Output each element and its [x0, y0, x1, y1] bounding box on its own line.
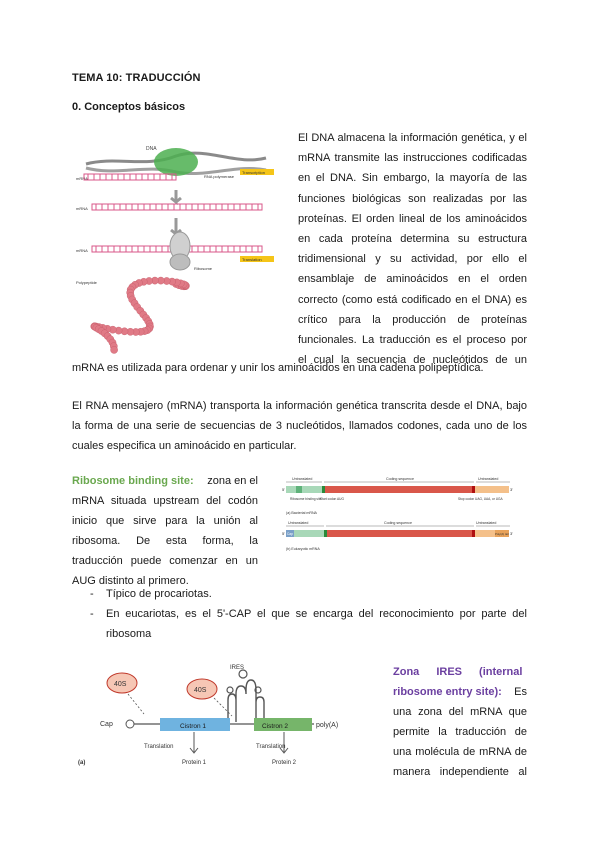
fig3-cap: Cap: [100, 721, 113, 728]
section-heading: 0. Conceptos básicos: [72, 101, 186, 113]
rna-polymerase-shape: [154, 148, 198, 176]
fig2-b-coding: Coding sequence: [384, 521, 412, 525]
intro-line: proteínas. El orden lineal de los aminoácidos: [298, 212, 527, 225]
mrna-ticks-1: [88, 174, 172, 180]
intro-wrapped-text: [298, 128, 527, 370]
intro-line: El DNA almacena la información genética, y el: [298, 132, 527, 144]
intro-last-line: mRNA es utilizada para ordenar y unir los aminoácidos en una cadena polipeptídica.: [72, 362, 484, 374]
ires-line: una zona del mRNA que: [393, 706, 527, 718]
rbs-line: ribosoma. De esta forma, la: [72, 535, 258, 547]
intro-line: en el DNA. Sin embargo, la mayoría de las: [298, 172, 527, 185]
ires-term-line-2: ribosome entry site):: [393, 686, 502, 698]
fig3-polya: poly(A): [316, 722, 339, 729]
fig2-a-caption: (a) Bacterial mRNA: [286, 511, 317, 515]
fig2-b-start-codon: [324, 530, 327, 537]
ires-line: permite la traducción de: [393, 726, 527, 738]
fig3-subunit-right: 40S: [194, 687, 207, 694]
rbs-term: Ribosome binding site: [72, 475, 190, 487]
fig1-polypeptide-label: Polypeptide: [76, 280, 97, 285]
ires-term-line-1: [393, 662, 527, 682]
fig3-protein1: Protein 1: [182, 760, 207, 766]
fig1-dna-label: DNA: [146, 146, 157, 152]
fig1-transcription-tag: Transcription: [242, 170, 265, 175]
fig2-a-untranslated-right: Untranslated: [478, 477, 499, 481]
ires-tail-line-2: Es: [514, 686, 527, 698]
fig3-translation1: Translation: [144, 744, 174, 750]
rbs-line: mRNA situada upstream del codón: [72, 495, 258, 507]
ires-stem-loops: [228, 680, 264, 722]
fig3-panel: (a): [78, 760, 86, 766]
fig3-cistron2: Cistron 2: [262, 723, 289, 730]
fig3-ires-label: IRES: [230, 665, 245, 671]
fig1-mrna-label-1: mRNA: [76, 176, 88, 181]
fig2-b-coding-block: [327, 530, 475, 537]
fig2-a-start-label: Start codon AUG: [320, 497, 344, 501]
fig2-a-rbs-block: [296, 486, 302, 493]
ires-paragraph: [393, 662, 527, 782]
ires-loop-top: [239, 670, 247, 678]
rbs-line-0: zona en el: [207, 475, 258, 487]
fig2-b-five: 5': [282, 531, 285, 536]
fig2-a-coding-block: [325, 486, 475, 493]
intro-line: tridimensional y su actividad, por ello el: [298, 253, 527, 266]
list-item: - Típico de procariotas.: [72, 584, 527, 604]
intro-line: ensamblaje de aminoácidos en el orden: [298, 273, 527, 286]
fig2-a-utr-left: [286, 486, 324, 493]
fig2-a-untranslated-left: Untranslated: [292, 477, 313, 481]
fig1-mrna-label-2: mRNA: [76, 206, 88, 211]
fig2-b-polya: Poly(A) tail: [495, 532, 509, 536]
fig1-ribosome-label: Ribosome: [194, 266, 213, 271]
intro-line: el cual la secuencia de nucleótidos de un: [298, 354, 527, 367]
rbs-last-line: AUG distinto al primero.: [72, 575, 189, 587]
intro-line: funciones biológicas son realizadas por las: [298, 192, 527, 205]
rbs-bullet-list: [72, 584, 527, 644]
fig3-translation2: Translation: [256, 744, 286, 750]
fig2-a-stop-codon: [472, 486, 475, 493]
intro-line: funcionales. La traducción es el proceso por: [298, 334, 527, 347]
fig2-a-five: 5': [282, 487, 285, 492]
arrow-down-1: [171, 190, 181, 202]
fig3-subunit-left: 40S: [114, 681, 127, 688]
fig1-mrna-label-3: mRNA: [76, 248, 88, 253]
fig2-a-utr-right: [475, 486, 509, 493]
cap-shape: [126, 720, 134, 728]
mrna-strand-2: [92, 204, 262, 210]
fig3-protein2: Protein 2: [272, 760, 297, 766]
intro-line: correcto (como está codificado en el DNA) es: [298, 293, 527, 306]
fig1-polymerase-label: RNA polymerase: [204, 174, 235, 179]
transcription-translation-figure: [76, 138, 282, 372]
fig2-a-stop-label: Stop codon UAG, UAA, or UGA: [458, 497, 503, 501]
rbs-line: inicio que sirve para la unión al: [72, 515, 258, 527]
intro-line: mRNA transmite las instrucciones codificadas: [298, 152, 527, 165]
fig2-b-untranslated-right: Untranslated: [476, 521, 497, 525]
fig2-b-three: 3': [510, 531, 513, 536]
fig2-b-caption: (b) Eukaryotic mRNA: [286, 547, 320, 551]
fig3-cistron1: Cistron 1: [180, 723, 207, 730]
ires-term-line-1-text: Zona IRES (internal: [393, 666, 523, 678]
fig1-translation-tag: Translation: [242, 257, 262, 262]
fig3-dashed-arrow-left: [128, 694, 144, 714]
intro-line: en cada proteína determina su estructura: [298, 233, 527, 246]
intro-line: crítico para la producción de proteínas: [298, 313, 527, 326]
ires-loop-left: [227, 687, 233, 693]
ires-line: una molécula de mRNA de: [393, 746, 527, 758]
fig2-a-three: 3': [510, 487, 513, 492]
fig3-translation-arrow-1: [190, 732, 198, 753]
rbs-line: traducción puede comenzar en un: [72, 555, 258, 567]
mrna-ticks-2: [96, 204, 258, 210]
rbs-term-group: [72, 471, 194, 491]
ires-figure: [78, 660, 378, 772]
list-item: - En eucariotas, es el 5'-CAP el que se encarga del reconocimiento por parte del ribosoma: [72, 604, 527, 644]
polypeptide-chain: [91, 277, 190, 354]
fig2-b-cap: Cap: [287, 532, 293, 536]
mrna-paragraph: El RNA mensajero (mRNA) transporta la información genética transcrita desde el DNA, bajo la forma de una serie de secuencias de 3 nucleótidos, llamados codones, cada uno de los cuales especifica un aminoácido en particular.: [72, 400, 527, 452]
ires-line: manera independiente al: [393, 766, 527, 778]
rbs-colon: :: [189, 475, 194, 487]
fig2-b-stop-codon: [472, 530, 475, 537]
mrna-structure-figure: [282, 474, 514, 558]
amino-acid-bead: [111, 346, 118, 353]
fig2-a-coding: Coding sequence: [386, 477, 414, 481]
ribosome-small-shape: [170, 254, 190, 270]
fig3-dashed-arrow-right: [214, 698, 232, 716]
fig2-b-untranslated-left: Untranslated: [288, 521, 309, 525]
document-title: TEMA 10: TRADUCCIÓN: [72, 72, 201, 84]
fig2-a-start-codon: [322, 486, 325, 493]
rbs-paragraph: [72, 471, 258, 591]
fig2-a-rbs-label: Ribosome binding site: [290, 497, 322, 501]
